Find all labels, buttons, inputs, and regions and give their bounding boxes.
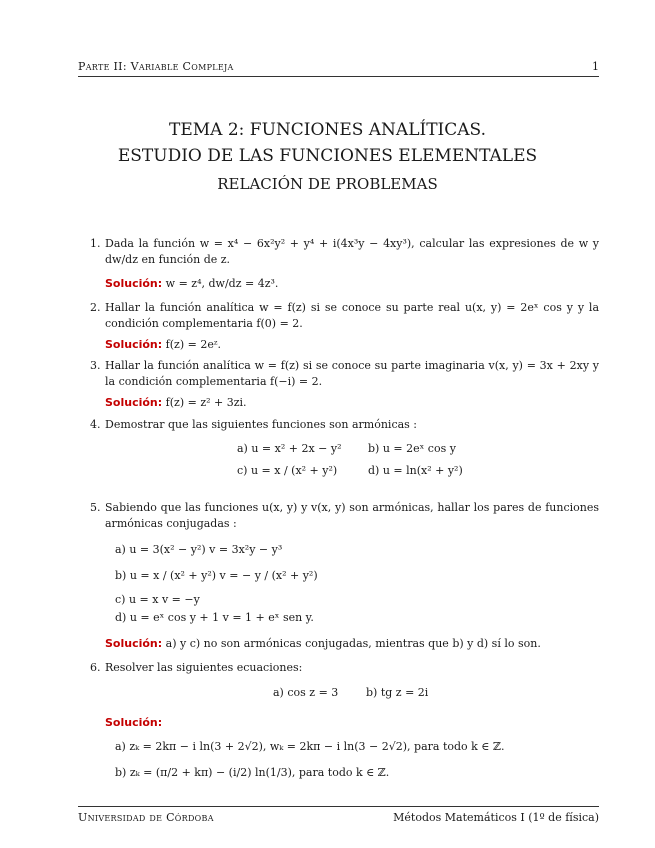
title-line-2: ESTUDIO DE LAS FUNCIONES ELEMENTALES bbox=[117, 146, 538, 166]
solution-label: Solución: bbox=[105, 277, 163, 290]
problem-number: 4. bbox=[90, 418, 101, 431]
problem-4-item-b: b) u = 2eˣ cos y bbox=[368, 442, 456, 455]
footer-course: Métodos Matemáticos I (1º de física) bbox=[393, 811, 599, 824]
footer-university: Universidad de Córdoba bbox=[78, 811, 214, 824]
problem-number: 1. bbox=[90, 237, 101, 250]
problem-text: Demostrar que las siguientes funciones son armónicas : bbox=[105, 418, 418, 431]
problem-4-item-a: a) u = x² + 2x − y² bbox=[237, 442, 342, 455]
problem-2 bbox=[90, 300, 599, 353]
solution-text: f(z) = 2eᶻ. bbox=[165, 338, 221, 351]
problem-text: Hallar la función analítica w = f(z) si se conoce su parte imaginaria v(x, y) = 3x + 2xy y la condición complementaria f(−i) = 2. bbox=[105, 359, 599, 388]
problem-6-solution-label bbox=[105, 716, 162, 729]
page-footer bbox=[78, 806, 599, 824]
solution bbox=[105, 337, 599, 353]
problem-number: 6. bbox=[90, 661, 101, 674]
solution bbox=[105, 276, 599, 292]
solution-label: Solución: bbox=[105, 338, 163, 351]
solution bbox=[105, 395, 599, 411]
problem-6-item-a: a) cos z = 3 bbox=[273, 686, 339, 699]
header-title: Parte II: Variable Compleja bbox=[78, 60, 234, 73]
problem-5-solution bbox=[105, 637, 541, 650]
problem-5-item-c: c) u = x v = −y bbox=[115, 593, 200, 606]
problem-3 bbox=[90, 358, 599, 411]
problem-6-item-b: b) tg z = 2i bbox=[366, 686, 429, 699]
problem-5-item-a: a) u = 3(x² − y²) v = 3x²y − y³ bbox=[115, 543, 283, 556]
problem-4 bbox=[90, 417, 599, 433]
problem-number: 2. bbox=[90, 301, 101, 314]
title-line-3: RELACIÓN DE PROBLEMAS bbox=[217, 175, 438, 193]
title-line-1: TEMA 2: FUNCIONES ANALÍTICAS. bbox=[169, 120, 486, 140]
problem-6 bbox=[90, 660, 599, 676]
solution-text: f(z) = z² + 3zi. bbox=[165, 396, 247, 409]
solution-text: a) y c) no son armónicas conjugadas, mientras que b) y d) sí lo son. bbox=[165, 637, 541, 650]
problem-text: Dada la función w = x⁴ − 6x²y² + y⁴ + i(4x³y − 4xy³), calcular las expresiones de w y dw/dz en función de z. bbox=[105, 237, 599, 266]
problem-4-item-d: d) u = ln(x² + y²) bbox=[368, 464, 463, 477]
problem-6-solution-a: a) zₖ = 2kπ − i ln(3 + 2√2), wₖ = 2kπ − i ln(3 − 2√2), para todo k ∈ ℤ. bbox=[115, 740, 505, 753]
solution-label: Solución: bbox=[105, 396, 163, 409]
problem-5-item-b: b) u = x / (x² + y²) v = − y / (x² + y²) bbox=[115, 569, 318, 582]
solution-label: Solución: bbox=[105, 716, 163, 729]
problem-text: Sabiendo que las funciones u(x, y) y v(x, y) son armónicas, hallar los pares de funciones armónicas conjugadas : bbox=[105, 501, 599, 530]
problem-number: 5. bbox=[90, 501, 101, 514]
problem-text: Resolver las siguientes ecuaciones: bbox=[105, 661, 303, 674]
problem-number: 3. bbox=[90, 359, 101, 372]
page-number: 1 bbox=[592, 60, 599, 73]
problem-1 bbox=[90, 236, 599, 292]
problem-6-solution-b: b) zₖ = (π/2 + kπ) − (i/2) ln(1/3), para todo k ∈ ℤ. bbox=[115, 766, 390, 779]
problem-5 bbox=[90, 500, 599, 532]
solution-text: w = z⁴, dw/dz = 4z³. bbox=[165, 277, 279, 290]
problem-5-item-d: d) u = eˣ cos y + 1 v = 1 + eˣ sen y. bbox=[115, 611, 314, 624]
problem-text: Hallar la función analítica w = f(z) si se conoce su parte real u(x, y) = 2eˣ cos y y la condición complementaria f(0) = 2. bbox=[105, 301, 599, 330]
problem-4-item-c: c) u = x / (x² + y²) bbox=[237, 464, 338, 477]
page-header bbox=[78, 60, 599, 77]
solution-label: Solución: bbox=[105, 637, 163, 650]
